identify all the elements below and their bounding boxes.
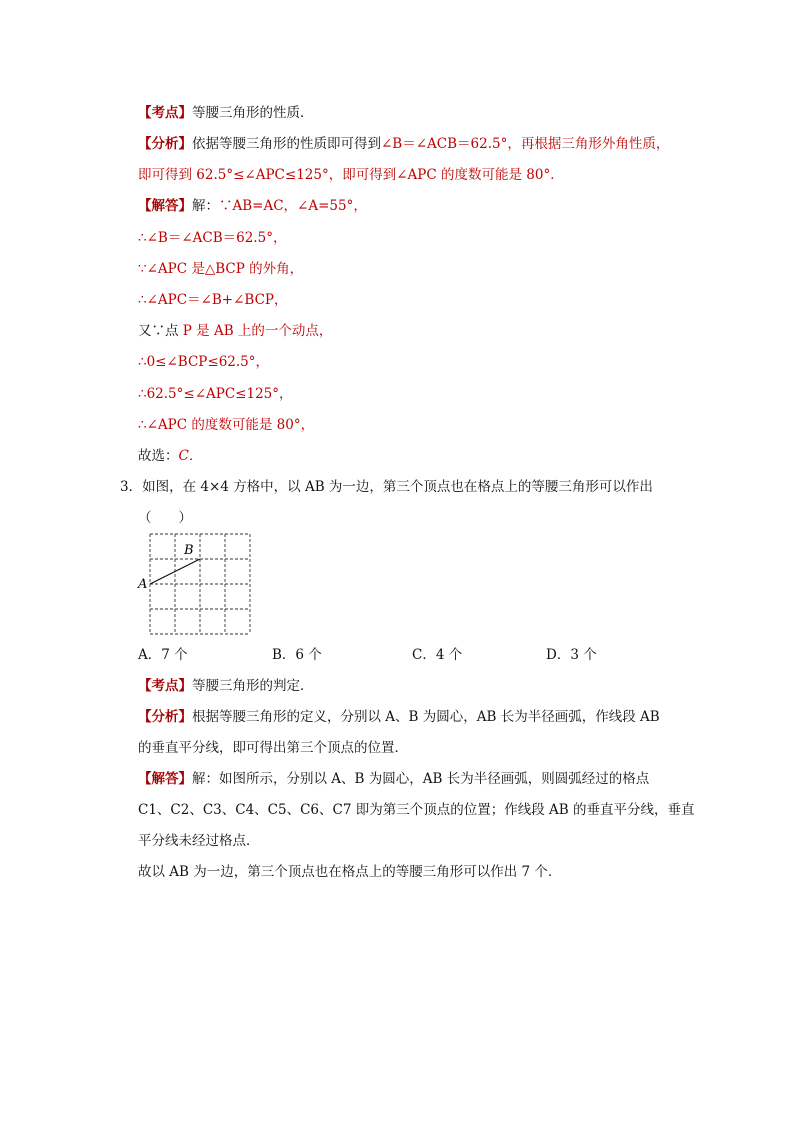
q2-step-4 [138,321,332,341]
q2-step-6: ∴62.5°≤∠APC≤125°， [138,386,293,402]
q2-jieda-text: ∵AB=AC，∠A=55°， [219,198,367,214]
q3-option-c: C．4 个 [412,647,463,663]
q3-conclusion: 故以 AB 为一边，第三个顶点也在格点上的等腰三角形可以作出 7 个． [138,864,562,880]
q2-jieda-intro: 解： [192,198,219,214]
q3-kaodian-line [138,676,314,696]
q2-fenxi-text-b: ∠B＝∠ACB＝62.5°，再根据三角形外角性质， [381,136,670,152]
q3-jieda-tag: 【解答】 [138,771,192,787]
q2-step-8 [138,446,202,466]
q2-kaodian-tag: 【考点】 [138,105,192,121]
q2-fenxi-tag: 【分析】 [138,136,192,152]
q3-question-line [120,477,653,497]
q2-jieda-tag: 【解答】 [138,198,192,214]
q2-step-4-text: P 是 AB 上的一个动点， [182,323,333,339]
q3-grid-figure [134,530,264,640]
q3-fenxi-line [138,707,660,727]
q2-kaodian-line [138,103,314,123]
q3-jieda-text-1: 解：如图所示，分别以 A、B 为圆心，AB 长为半径画弧，则圆弧经过的格点 [192,771,650,787]
q2-jieda-line [138,196,367,216]
grid-lines [150,534,250,634]
q2-step-3: ∴∠APC＝∠B+∠BCP， [138,292,288,308]
q2-fenxi-text-a: 依据等腰三角形的性质即可得到 [192,136,381,152]
q3-fenxi-text-1: 根据等腰三角形的定义，分别以 A、B 为圆心，AB 长为半径画弧，作线段 AB [192,709,660,725]
q3-kaodian-text: 等腰三角形的判定． [192,678,314,694]
q3-question-text: 如图，在 4×4 方格中，以 AB 为一边，第三个顶点也在格点上的等腰三角形可以作出 [142,479,653,495]
q3-answer-paren: （ ） [138,510,192,526]
q3-option-b: B．6 个 [272,647,322,663]
q3-jieda-line [138,769,649,789]
q2-step-4-lead: 又∵点 [138,323,183,339]
q2-step-1: ∴∠B＝∠ACB＝62.5°， [138,230,287,246]
q2-step-7: ∴∠APC 的度数可能是 80°， [138,417,315,433]
q3-fenxi-text-2: 的垂直平分线，即可得出第三个顶点的位置． [138,740,408,756]
point-b-label: B [184,543,194,558]
q2-kaodian-text: 等腰三角形的性质． [192,105,314,121]
q3-jieda-text-3: 平分线未经过格点． [138,833,260,849]
q2-answer: C． [178,448,203,464]
q2-fenxi-line [138,134,669,154]
q2-step-2: ∵∠APC 是△BCP 的外角， [138,261,304,277]
q3-option-a: A．7 个 [138,647,188,663]
q2-fenxi-text-c: 即可得到 62.5°≤∠APC≤125°，即可得到∠APC 的度数可能是 80°． [138,167,564,183]
q2-step-5: ∴0≤∠BCP≤62.5°， [138,354,270,370]
q3-number: 3． [120,479,143,495]
point-a-label: A [138,577,148,592]
q3-option-d: D．3 个 [546,647,597,663]
q3-fenxi-tag: 【分析】 [138,709,192,725]
q2-step-8-lead: 故选： [138,448,179,464]
q3-kaodian-tag: 【考点】 [138,678,192,694]
q3-jieda-text-2: C1、C2、C3、C4、C5、C6、C7 即为第三个顶点的位置；作线段 AB 的垂直平分线，垂直 [138,802,695,818]
